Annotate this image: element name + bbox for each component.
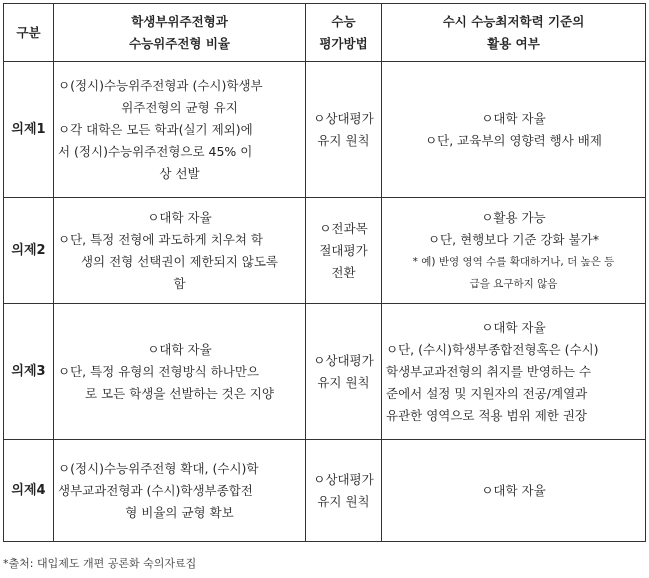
eval-cell: ㅇ상대평가 유지 원칙	[306, 440, 382, 542]
min-standard-cell: ㅇ대학 자율 ㅇ단, 교육부의 영향력 행사 배제	[382, 62, 646, 198]
header-category: 구분	[4, 4, 54, 62]
row-label: 의제2	[4, 198, 54, 304]
table-row	[4, 198, 646, 304]
header-row	[4, 4, 646, 62]
min-standard-cell: ㅇ대학 자율	[382, 440, 646, 542]
header-min-standard: 수시 수능최저학력 기준의 활용 여부	[382, 4, 646, 62]
header-eval-method: 수능 평가방법	[306, 4, 382, 62]
row-label: 의제4	[4, 440, 54, 542]
row-label: 의제3	[4, 304, 54, 440]
ratio-cell: ㅇ(정시)수능위주전형과 (수시)학생부 위주전형의 균형 유지 ㅇ각 대학은 모든 학과(실기 제외)에 서 (정시)수능위주전형으로 45% 이 상 선발	[54, 62, 306, 198]
agenda-table	[3, 3, 646, 542]
min-standard-footnote: * 예) 반영 영역 수를 확대하거나, 더 높은 등	[412, 255, 615, 268]
min-standard-cell: ㅇ활용 가능 ㅇ단, 현행보다 기준 강화 불가* * 예) 반영 영역 수를 확대하거나, 더 높은 등 급을 요구하지 않음	[382, 198, 646, 304]
table-row	[4, 304, 646, 440]
table-row	[4, 440, 646, 542]
row-label: 의제1	[4, 62, 54, 198]
eval-cell: ㅇ상대평가 유지 원칙	[306, 62, 382, 198]
eval-cell: ㅇ상대평가 유지 원칙	[306, 304, 382, 440]
table-row	[4, 62, 646, 198]
header-ratio: 학생부위주전형과 수능위주전형 비율	[54, 4, 306, 62]
min-standard-cell: ㅇ대학 자율 ㅇ단, (수시)학생부종합전형혹은 (수시) 학생부교과전형의 취지를 반영하는 수 준에서 설정 및 지원자의 전공/계열과 유관한 영역으로 적용 범위 제한 권장	[382, 304, 646, 440]
ratio-cell: ㅇ대학 자율 ㅇ단, 특정 유형의 전형방식 하나만으 로 모든 학생을 선발하는 것은 지양	[54, 304, 306, 440]
eval-cell: ㅇ전과목 절대평가 전환	[306, 198, 382, 304]
ratio-cell: ㅇ(정시)수능위주전형 확대, (수시)학 생부교과전형과 (수시)학생부종합전 형 비율의 균형 확보	[54, 440, 306, 542]
ratio-cell: ㅇ대학 자율 ㅇ단, 특정 전형에 과도하게 치우쳐 학 생의 전형 선택권이 제한되지 않도록 함	[54, 198, 306, 304]
source-note: *출처: 대입제도 개편 공론화 숙의자료집	[3, 557, 197, 570]
min-standard-footnote: 급을 요구하지 않음	[469, 277, 558, 290]
